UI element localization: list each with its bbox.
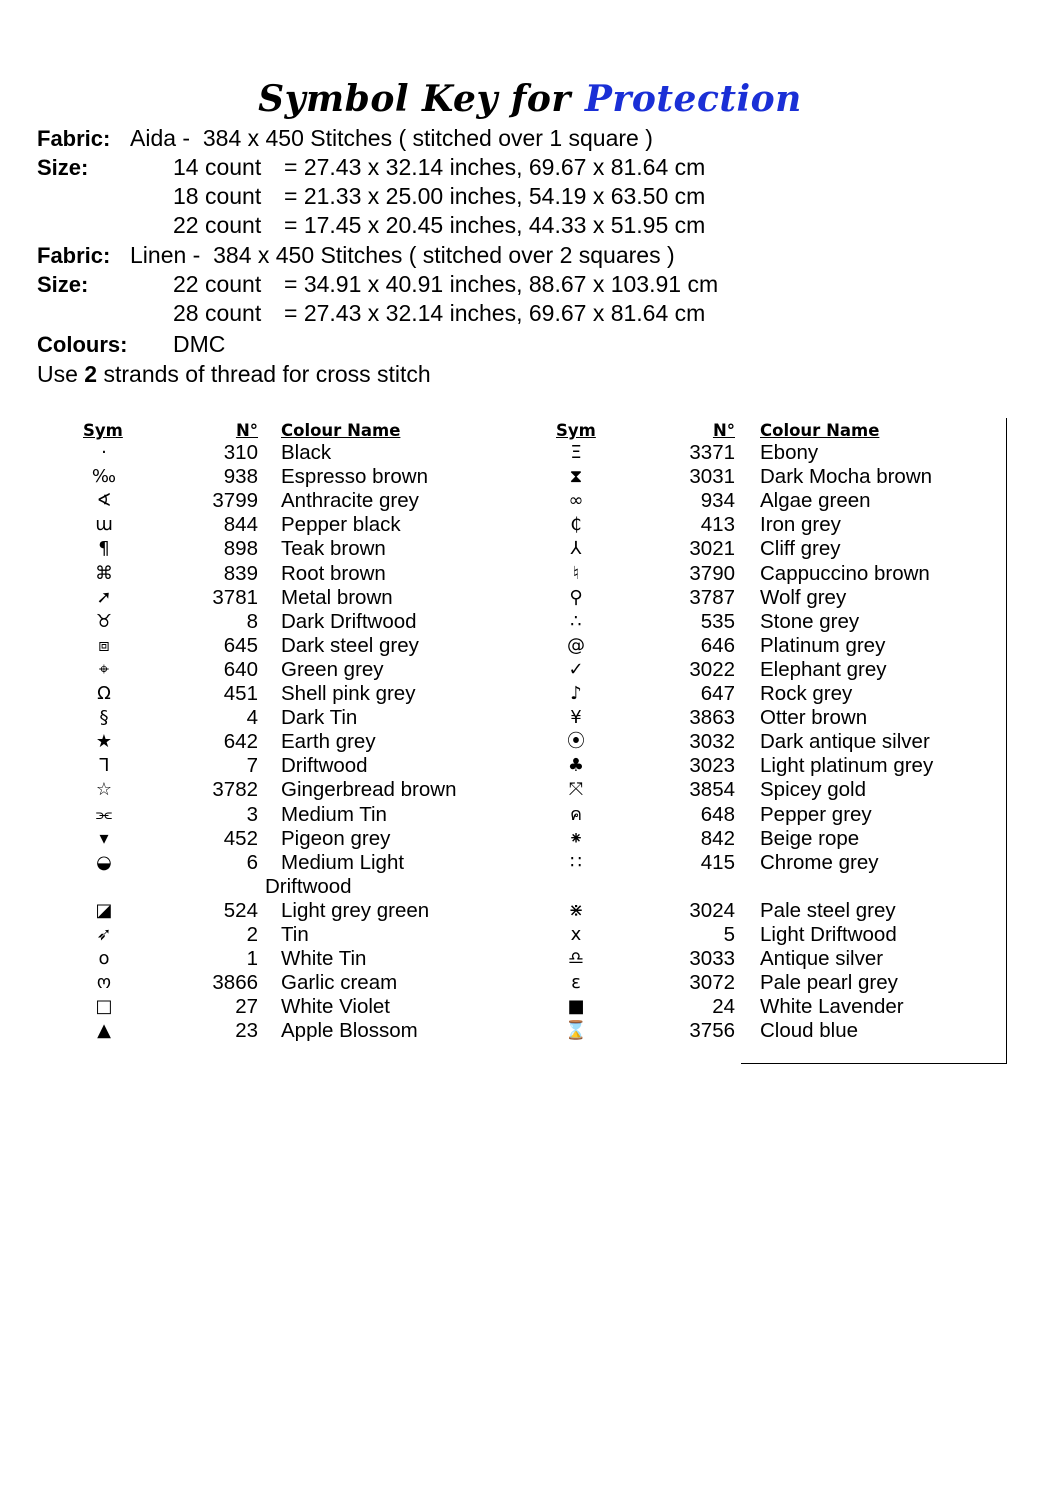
symbol-glyph: ᒣ — [98, 755, 110, 777]
symbol-glyph: · — [101, 442, 107, 463]
symbol-glyph: □ — [95, 996, 113, 1018]
symbol-glyph: ₵ — [570, 514, 582, 536]
size-count: 22 count — [173, 212, 262, 238]
colour-name: Shell pink grey — [281, 682, 416, 705]
dmc-number: 8 — [246, 609, 258, 633]
colour-name: Wolf grey — [760, 585, 847, 609]
right-header-sym: Sym — [556, 421, 596, 440]
symbol-glyph: ☆ — [95, 779, 113, 801]
dmc-number: 3799 — [212, 489, 258, 513]
colour-name: Rock grey — [760, 682, 853, 705]
title-prefix: Symbol Key for — [258, 78, 571, 120]
left-header-sym: Sym — [83, 421, 123, 440]
dmc-number: 3782 — [212, 778, 258, 802]
right-header-colour-name: Colour Name — [760, 421, 880, 440]
dmc-number: 3863 — [689, 706, 735, 730]
symbol-glyph: § — [99, 707, 109, 729]
dmc-number: 27 — [235, 995, 258, 1019]
colour-name: Ebony — [760, 441, 819, 464]
colour-name: Otter brown — [760, 706, 868, 730]
symbol-glyph: ო — [96, 972, 112, 994]
symbol-glyph: ∴ — [570, 610, 582, 632]
strand-count: 2 — [84, 361, 98, 387]
dmc-number: 3024 — [689, 898, 735, 922]
colour-name: Earth grey — [281, 730, 376, 754]
dmc-number: 648 — [700, 802, 735, 826]
colour-name: Platinum grey — [760, 633, 886, 657]
symbol-glyph: ⤧ — [568, 779, 584, 801]
dmc-number: 3072 — [689, 971, 735, 995]
colour-name: Gingerbread brown — [281, 778, 457, 802]
symbol-glyph: ¶ — [98, 538, 110, 560]
colour-name: Iron grey — [760, 513, 841, 537]
symbol-glyph: ⁕ — [568, 827, 584, 849]
dmc-number: 3781 — [212, 585, 258, 609]
dmc-number: 842 — [700, 826, 735, 850]
size-dims: = 27.43 x 32.14 inches, 69.67 x 81.64 cm — [284, 300, 706, 326]
symbol-glyph: ⚲ — [569, 586, 583, 608]
colour-name: Pepper grey — [760, 802, 872, 826]
dmc-number: 3033 — [689, 947, 735, 971]
symbol-glyph: ♎ — [567, 948, 585, 970]
colour-name: Pale steel grey — [760, 898, 896, 922]
spec-size-aida-1 — [37, 182, 1037, 211]
symbol-glyph: ◪ — [95, 899, 113, 921]
dmc-number: 3022 — [689, 657, 735, 681]
colour-name: Light platinum grey — [760, 754, 934, 778]
symbol-glyph: @ — [567, 634, 585, 656]
symbol-glyph: ➚ — [96, 586, 112, 608]
colour-name: Anthracite grey — [281, 489, 419, 513]
dmc-number: 3866 — [212, 971, 258, 995]
spec-size-aida-0 — [37, 153, 1037, 182]
colours-brand: DMC — [173, 331, 226, 357]
colour-name: Cloud blue — [760, 1019, 859, 1043]
dmc-number: 310 — [223, 441, 258, 464]
colour-name: Medium Tin — [281, 802, 387, 826]
left-header-number: N° — [235, 421, 258, 440]
dmc-number: 1 — [246, 947, 258, 971]
symbol-glyph: ⧈ — [98, 634, 110, 656]
colour-name: Driftwood — [281, 754, 368, 778]
dmc-number: 3854 — [689, 778, 735, 802]
table-bottom-border — [741, 1063, 1007, 1064]
spec-size-linen-0 — [37, 270, 1037, 299]
dmc-number: 3021 — [689, 537, 735, 561]
symbol-glyph: ♪ — [570, 683, 582, 704]
colour-name: Spicey gold — [760, 778, 866, 802]
symbol-glyph: ▾ — [99, 827, 109, 849]
dmc-number: 3756 — [689, 1019, 735, 1043]
colour-name: Root brown — [281, 561, 386, 585]
dmc-number: 2 — [246, 923, 258, 946]
size-count: 18 count — [173, 183, 262, 209]
colour-name: Pale pearl grey — [760, 971, 898, 995]
colour-name: Dark antique silver — [760, 730, 930, 754]
symbol-glyph: ⧗ — [569, 466, 583, 488]
colour-name: Dark Driftwood — [281, 609, 417, 633]
dmc-number: 5 — [723, 923, 735, 946]
right-header-number: N° — [712, 421, 735, 440]
dmc-number: 647 — [700, 682, 735, 705]
colour-name-continued: Driftwood — [265, 874, 352, 898]
symbol-glyph: ‰ — [91, 466, 117, 488]
colour-name: Pepper black — [281, 513, 401, 537]
size-dims: = 27.43 x 32.14 inches, 69.67 x 81.64 cm — [284, 154, 706, 180]
colour-name: Medium Light — [281, 850, 405, 874]
dmc-number: 839 — [223, 561, 258, 585]
symbol-glyph: ⦿ — [567, 731, 585, 753]
symbol-glyph: ★ — [95, 731, 113, 753]
colour-name: Espresso brown — [281, 465, 428, 489]
symbol-glyph: ♉ — [95, 610, 113, 632]
colour-name: White Lavender — [760, 995, 904, 1019]
colour-name: Black — [281, 441, 332, 464]
symbol-glyph: ▲ — [97, 1020, 111, 1042]
symbol-glyph: Ω — [97, 683, 111, 704]
colour-name: White Violet — [281, 995, 391, 1019]
colour-name: Dark Mocha brown — [760, 465, 933, 489]
size-count: 28 count — [173, 300, 262, 326]
spec-colours — [37, 330, 1037, 359]
symbol-glyph: o — [98, 948, 110, 970]
size-dims: = 34.91 x 40.91 inches, 88.67 x 103.91 cm — [284, 271, 719, 297]
colours-label: Colours: — [37, 332, 128, 357]
symbol-glyph: ¥ — [570, 707, 582, 729]
colour-name: Dark steel grey — [281, 633, 419, 657]
colour-name: Chrome grey — [760, 850, 879, 874]
symbol-glyph: ■ — [567, 996, 585, 1018]
fabric-label: Fabric: — [37, 243, 111, 268]
dmc-number: 413 — [700, 513, 735, 537]
dmc-number: 3371 — [689, 441, 735, 464]
fabric-aida-text: Aida - 384 x 450 Stitches ( stitched over 1 square ) — [130, 125, 653, 151]
dmc-number: 535 — [700, 609, 735, 633]
symbol-glyph: ➶ — [96, 924, 112, 945]
strands-instruction: Use 2 strands of thread for cross stitch — [37, 361, 431, 387]
size-count: 22 count — [173, 271, 262, 297]
colour-name: Beige rope — [760, 826, 860, 850]
dmc-number: 24 — [712, 995, 735, 1019]
size-dims: = 21.33 x 25.00 inches, 54.19 x 63.50 cm — [284, 183, 706, 209]
colour-name: Antique silver — [760, 947, 884, 971]
spec-fabric-aida — [37, 124, 1037, 153]
dmc-number: 3031 — [689, 465, 735, 489]
symbol-glyph: x — [570, 924, 582, 945]
symbol-glyph: ◒ — [96, 851, 112, 873]
spec-size-aida-2 — [37, 211, 1037, 240]
dmc-number: 642 — [223, 730, 258, 754]
colour-name: Algae green — [760, 489, 871, 513]
symbol-glyph: ⌖ — [98, 658, 110, 680]
dmc-number: 415 — [700, 850, 735, 874]
symbol-glyph: ♣ — [567, 755, 585, 777]
colour-name: Garlic cream — [281, 971, 398, 995]
colour-name: Metal brown — [281, 585, 393, 609]
table-right-border — [1006, 418, 1007, 1064]
dmc-number: 898 — [223, 537, 258, 561]
fabric-linen-text: Linen - 384 x 450 Stitches ( stitched over 2 squares ) — [130, 242, 675, 268]
colour-name: Cappuccino brown — [760, 561, 930, 585]
dmc-number: 844 — [223, 513, 258, 537]
spec-fabric-linen — [37, 241, 1037, 270]
symbol-glyph: ∢ — [96, 490, 112, 512]
fabric-label: Fabric: — [37, 126, 111, 151]
symbol-glyph: ∷ — [570, 851, 582, 873]
dmc-number: 3 — [246, 802, 258, 826]
dmc-number: 452 — [223, 826, 258, 850]
symbol-glyph: Ξ — [570, 442, 582, 463]
colour-name: Dark Tin — [281, 706, 358, 730]
symbol-glyph: ⫘ — [95, 803, 113, 825]
symbol-glyph: ɯ — [95, 514, 113, 536]
dmc-number: 640 — [223, 657, 258, 681]
dmc-number: 934 — [700, 489, 735, 513]
symbol-glyph: ∞ — [568, 490, 584, 512]
size-label: Size: — [37, 272, 89, 297]
size-dims: = 17.45 x 20.45 inches, 44.33 x 51.95 cm — [284, 212, 706, 238]
colour-name: Light grey green — [281, 898, 430, 922]
colour-name: Tin — [281, 923, 309, 946]
dmc-number: 3790 — [689, 561, 735, 585]
size-count: 14 count — [173, 154, 262, 180]
dmc-number: 3023 — [689, 754, 735, 778]
colour-name: Stone grey — [760, 609, 860, 633]
symbol-glyph: ✓ — [568, 658, 584, 680]
dmc-number: 3032 — [689, 730, 735, 754]
size-label: Size: — [37, 155, 89, 180]
symbol-glyph: ⅄ — [570, 538, 582, 560]
title-pattern-name: Protection — [584, 78, 802, 120]
colour-name: Green grey — [281, 657, 384, 681]
symbol-glyph: ⋇ — [568, 899, 584, 921]
colour-name: Light Driftwood — [760, 923, 897, 946]
dmc-number: 646 — [700, 633, 735, 657]
dmc-number: 645 — [223, 633, 258, 657]
dmc-number: 938 — [223, 465, 258, 489]
dmc-number: 524 — [223, 898, 258, 922]
colour-name: Elephant grey — [760, 657, 887, 681]
page-title — [0, 78, 1060, 120]
symbol-glyph: ⌘ — [95, 562, 113, 584]
dmc-number: 7 — [246, 754, 258, 778]
dmc-number: 3787 — [689, 585, 735, 609]
colour-name: Cliff grey — [760, 537, 841, 561]
symbol-glyph: ⌛ — [564, 1020, 588, 1042]
spec-size-linen-1 — [37, 299, 1037, 328]
dmc-number: 23 — [235, 1019, 258, 1043]
symbol-glyph: ♮ — [572, 562, 580, 584]
colour-name: Pigeon grey — [281, 826, 391, 850]
dmc-number: 4 — [246, 706, 258, 730]
colour-name: Teak brown — [281, 537, 386, 561]
dmc-number: 6 — [246, 850, 258, 874]
symbol-glyph: ค — [569, 803, 583, 825]
dmc-number: 451 — [223, 682, 258, 705]
colour-name: Apple Blossom — [281, 1019, 418, 1043]
colour-name: White Tin — [281, 947, 367, 971]
left-header-colour-name: Colour Name — [281, 421, 401, 440]
symbol-glyph: ɛ — [571, 972, 581, 994]
